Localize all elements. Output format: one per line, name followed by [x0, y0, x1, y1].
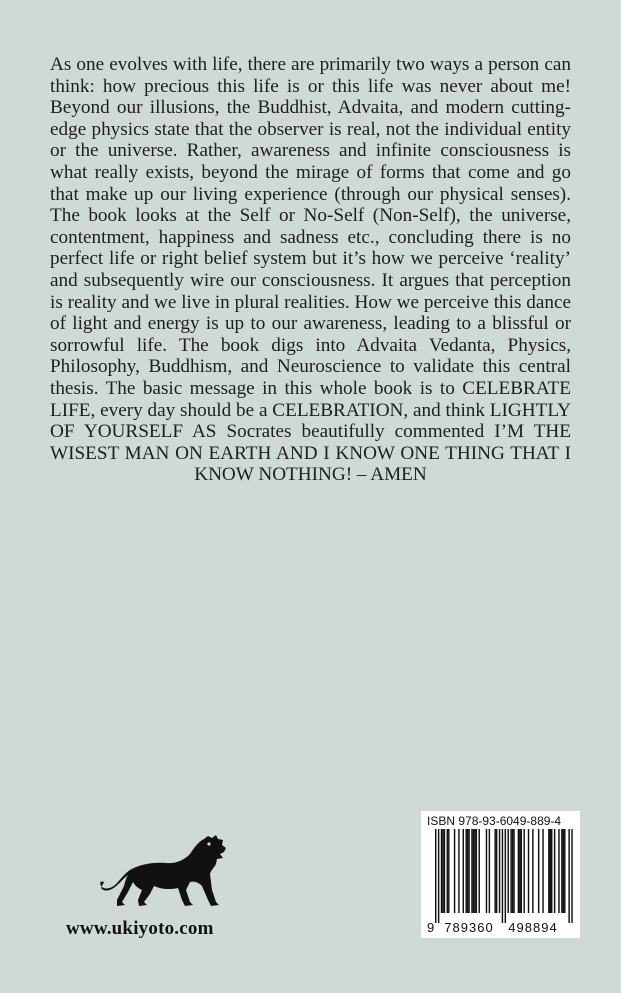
barcode-bar: [568, 829, 569, 923]
lion-silhouette-icon: [98, 830, 233, 910]
barcode-bars: [421, 811, 580, 938]
barcode-bar: [448, 829, 449, 913]
barcode-bar: [465, 829, 466, 913]
barcode-bar: [521, 829, 522, 913]
barcode-bar: [558, 829, 559, 913]
barcode-bar: [467, 829, 468, 913]
barcode-digit-lead: 9: [427, 920, 435, 935]
barcode-bar: [505, 829, 506, 923]
barcode-bar: [518, 829, 519, 913]
barcode-bar: [510, 829, 511, 913]
barcode-bar: [441, 829, 442, 913]
barcode-digits-left: 789360: [444, 920, 494, 935]
barcode-bar: [551, 829, 552, 913]
barcode-bar: [494, 829, 495, 913]
barcode-bar: [523, 829, 524, 913]
barcode-bar: [564, 829, 565, 913]
barcode-bar: [563, 829, 564, 913]
barcode-bar: [471, 829, 472, 913]
barcode-bar: [473, 829, 474, 913]
barcode-bar: [486, 829, 487, 913]
barcode-bar: [548, 829, 549, 913]
barcode-bar: [438, 829, 439, 923]
barcode-bar: [468, 829, 469, 913]
barcode-bar: [512, 829, 513, 913]
barcode-bar: [550, 829, 551, 913]
barcode-bar: [489, 829, 490, 913]
barcode-bar: [561, 829, 562, 913]
barcode-bar: [496, 829, 497, 913]
barcode-bar: [463, 829, 464, 913]
barcode-bar: [442, 829, 443, 913]
back-cover-blurb: As one evolves with life, there are primarily two ways a person can think: how precious this life is or this life was never about me! Beyond our illusions, the Buddhist, Advaita, and modern cutting-edge physics state that the observer is real, not the individual entity or the universe. Rather, awareness and infinite consciousness is what really exists, beyond the mirage of forms that come and go that make up our living experience (through our physical senses). The book looks at the Self or No-Self (Non-Self), the universe, contentment, happiness and sadness etc., concluding there is no perfect life or right belief system but it’s how we perceive ‘reality’ and subsequently wire our consciousness. It argues that perception is reality and we live in plural realities. How we perceive this dance of light and energy is up to our awareness, leading to a blissful or sorrowful life. The book digs into Advaita Vedanta, Physics, Philosophy, Buddhism, and Neuroscience to validate this central thesis. The basic message in this whole book is to CELEBRATE LIFE, every day should be a CELEBRATION, and think LIGHTLY OF YOURSELF AS Socrates beautifully commented I’M THE WISEST MAN ON EARTH AND I KNOW ONE THING THAT I KNOW NOTHING! – AMEN: [50, 54, 571, 486]
isbn-label: ISBN 978-93-6049-889-4: [427, 814, 562, 828]
barcode-bar: [508, 829, 509, 913]
barcode-bar: [447, 829, 448, 913]
publisher-website: www.ukiyoto.com: [66, 918, 214, 939]
barcode-bar: [513, 829, 514, 913]
barcode-bar: [502, 829, 503, 923]
barcode-bar: [542, 829, 543, 913]
barcode-bar: [435, 829, 436, 923]
barcode-bar: [499, 829, 500, 913]
barcode-bar: [476, 829, 477, 913]
barcode-bar: [519, 829, 520, 913]
barcode-bar: [474, 829, 475, 913]
barcode: [421, 811, 580, 938]
barcode-digits-right: 498894: [508, 920, 558, 935]
barcode-bar: [538, 829, 539, 913]
barcode-bar: [454, 829, 455, 913]
barcode-bar: [554, 829, 555, 913]
barcode-bar: [532, 829, 533, 913]
barcode-bar: [458, 829, 459, 913]
barcode-bar: [571, 829, 572, 923]
barcode-bar: [444, 829, 445, 913]
barcode-bar: [528, 829, 529, 913]
barcode-bar: [479, 829, 480, 913]
